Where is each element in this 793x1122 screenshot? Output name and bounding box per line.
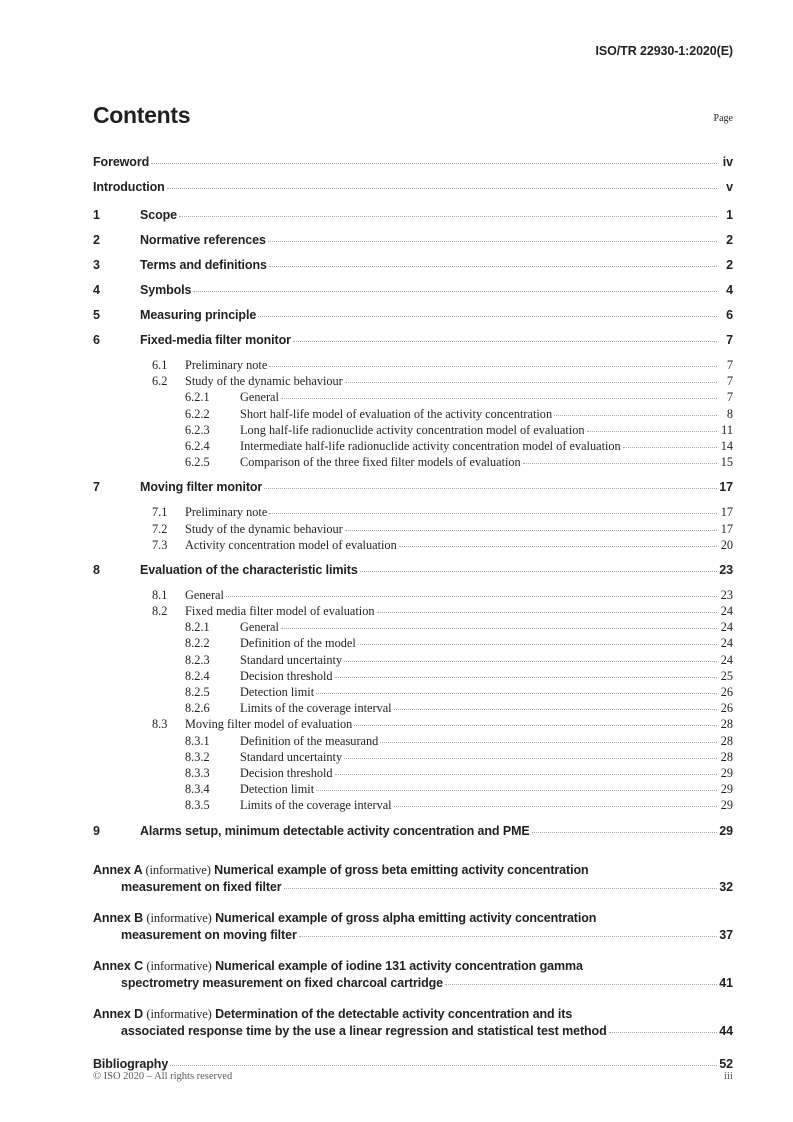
toc-number: 8.3.1: [185, 733, 210, 748]
toc-number: 6: [93, 333, 100, 347]
toc-number: 6.1: [152, 358, 168, 372]
toc-title: Detection limit: [240, 685, 315, 699]
toc-title: Decision threshold: [240, 765, 333, 780]
toc-title-wrap: [140, 563, 718, 577]
toc-entry-introduction[interactable]: [93, 180, 733, 205]
toc-entry-6[interactable]: [93, 333, 733, 358]
toc-title: Symbols: [140, 283, 192, 297]
toc-title: Moving filter monitor: [140, 480, 263, 495]
toc-title: Short half-life model of evaluation of the activity concentration: [240, 406, 553, 421]
annex-informative-tag: (informative): [146, 958, 212, 973]
toc-title: Detection limit: [240, 782, 315, 797]
toc-page-number: 29: [720, 765, 733, 780]
toc-title-wrap: [240, 455, 718, 470]
toc-title: Normative references: [140, 233, 266, 247]
annex-heading-line: [93, 958, 733, 976]
dot-leader: [284, 888, 717, 889]
annex-title-line1: Numerical example of gross alpha emitting activity concentration: [215, 910, 597, 925]
toc-title-wrap: [240, 407, 718, 422]
toc-title-wrap: [185, 505, 718, 520]
toc-title-wrap: [185, 604, 718, 619]
toc-title: Measuring principle: [140, 308, 257, 322]
toc-title-wrap: [240, 734, 718, 749]
annex-heading-line: [93, 910, 733, 928]
toc-entry-8-3-2[interactable]: [93, 750, 733, 766]
toc-page-number: 24: [720, 636, 733, 651]
annex-second-line: [93, 975, 733, 993]
toc-number: 6.2.5: [185, 455, 210, 470]
dot-leader: [445, 984, 717, 985]
annex-second-line: [93, 879, 733, 897]
toc-title-wrap: [240, 439, 718, 454]
dot-leader: [167, 188, 717, 189]
toc-entry-annex-b[interactable]: [93, 910, 733, 945]
toc-page-number: 28: [720, 749, 733, 764]
toc-title: Bibliography: [93, 1056, 169, 1071]
toc-title: Preliminary note: [185, 358, 268, 372]
toc-number: 7: [93, 480, 100, 495]
toc-title-wrap: [240, 766, 718, 781]
dot-leader: [316, 790, 717, 791]
toc-title-wrap: [240, 653, 718, 668]
toc-page-number: 24: [720, 620, 733, 635]
toc-entry-annex-d[interactable]: [93, 1006, 733, 1041]
toc-title: Limits of the coverage interval: [240, 798, 392, 813]
toc-number: 8.3.2: [185, 749, 210, 764]
dot-leader: [377, 612, 717, 613]
toc-number: 8.2.3: [185, 652, 210, 667]
toc-entry-8-2-4[interactable]: [93, 669, 733, 685]
page-title: Contents: [93, 102, 191, 128]
dot-leader: [281, 398, 717, 399]
toc-page-number: 25: [720, 668, 733, 683]
annex-title-line1: Determination of the detectable activity concentration and its: [215, 1006, 573, 1021]
toc-entry-5[interactable]: [93, 308, 733, 333]
toc-title-wrap: [140, 233, 718, 247]
toc-title-wrap: [240, 798, 718, 813]
toc-entry-6-2-3[interactable]: [93, 423, 733, 439]
dot-leader: [258, 316, 717, 317]
toc-page-number: 29: [720, 798, 733, 813]
toc-page-number: 11: [721, 422, 733, 437]
toc-title-wrap: [93, 155, 718, 169]
dot-leader: [281, 628, 717, 629]
toc-number: 8.2.4: [185, 668, 210, 683]
toc-title: Fixed-media filter monitor: [140, 333, 291, 347]
dot-leader: [523, 463, 717, 464]
toc-title: Foreword: [93, 155, 150, 169]
dot-leader: [609, 1032, 717, 1033]
toc-page-number: 20: [720, 537, 733, 552]
toc-page-number: 37: [719, 928, 733, 942]
annex-title-line2: spectrometry measurement on fixed charcoal cartridge: [121, 976, 444, 990]
dot-leader: [345, 382, 717, 383]
dot-leader: [316, 693, 717, 694]
toc-page-number: 28: [720, 717, 733, 732]
toc-number: 7.1: [152, 505, 168, 520]
toc-page-number: 7: [726, 358, 733, 372]
annex-label: Annex A: [93, 862, 143, 877]
toc-number: 8.3.3: [185, 765, 210, 780]
toc-entry-3[interactable]: [93, 258, 733, 283]
toc-entry-8-3-3[interactable]: [93, 766, 733, 782]
toc-title: Standard uncertainty: [240, 652, 343, 667]
dot-leader: [299, 936, 717, 937]
toc-title: Fixed media filter model of evaluation: [185, 604, 375, 619]
toc-title-wrap: [240, 750, 718, 765]
toc-page-number: 15: [720, 455, 733, 470]
toc-page-number: 8: [726, 406, 733, 421]
toc-title-wrap: [240, 685, 718, 700]
toc-entry-2[interactable]: [93, 233, 733, 258]
toc-title-wrap: [140, 308, 718, 322]
toc-entry-8[interactable]: [93, 563, 733, 588]
toc-title: Limits of the coverage interval: [240, 701, 392, 716]
annex-heading-line: [93, 1006, 733, 1024]
dot-leader: [380, 742, 717, 743]
toc-title-wrap: [240, 669, 718, 684]
toc-number: 8.2.6: [185, 701, 210, 716]
toc-page-number: 2: [726, 258, 733, 272]
toc-title: Standard uncertainty: [240, 749, 343, 764]
toc-entry-6-2[interactable]: [93, 374, 733, 390]
dot-leader: [344, 661, 717, 662]
toc-entry-8-1[interactable]: [93, 588, 733, 604]
toc-title: Decision threshold: [240, 668, 333, 683]
annex-second-line: [93, 1023, 733, 1041]
toc-page-number: 26: [720, 685, 733, 699]
dot-leader: [399, 546, 717, 547]
toc-page-number: 32: [719, 880, 733, 894]
toc-entry-bibliography[interactable]: [93, 1057, 733, 1071]
toc-title-wrap: [185, 588, 718, 603]
toc-entry-7-3[interactable]: [93, 538, 733, 554]
dot-leader: [344, 758, 717, 759]
footer-page-number: iii: [723, 1070, 733, 1082]
toc-page-number: 2: [726, 233, 733, 247]
toc-title-wrap: [140, 258, 718, 272]
copyright-notice: © ISO 2020 – All rights reserved: [93, 1071, 233, 1082]
dot-leader: [354, 725, 717, 726]
toc-number: 6.2.3: [185, 422, 210, 437]
toc-page-number: 14: [720, 438, 733, 453]
toc-entry-7[interactable]: [93, 480, 733, 505]
toc-entry-8-2-6[interactable]: [93, 701, 733, 717]
toc-entry-8-2-5[interactable]: [93, 685, 733, 701]
toc-title: General: [240, 620, 279, 635]
toc-title-wrap: [140, 333, 718, 347]
toc-page-number: 23: [720, 587, 733, 602]
toc-number: 5: [93, 308, 100, 322]
toc-entry-foreword[interactable]: [93, 155, 733, 180]
toc-number: 4: [93, 283, 100, 297]
toc-title: Terms and definitions: [140, 258, 267, 272]
toc-title: Definition of the model: [240, 636, 356, 651]
annex-title-line2: measurement on fixed filter: [121, 880, 282, 894]
annex-informative-tag: (informative): [146, 910, 212, 925]
toc-title: Comparison of the three fixed filter models of evaluation: [240, 455, 521, 470]
toc-entry-6-2-2[interactable]: [93, 407, 733, 423]
dot-leader: [360, 571, 717, 572]
toc-title: Introduction: [93, 180, 165, 194]
toc-page-number: 24: [720, 604, 733, 619]
toc-entry-8-2[interactable]: [93, 604, 733, 620]
toc-title: Scope: [140, 208, 178, 222]
toc-title: Evaluation of the characteristic limits: [140, 562, 358, 577]
toc-number: 8.3.4: [185, 782, 210, 797]
toc-page-number: 6: [726, 308, 733, 322]
toc-title: General: [185, 587, 224, 602]
toc-page-number: 7: [726, 390, 733, 405]
dot-leader: [587, 431, 717, 432]
toc-title-wrap: [140, 208, 718, 222]
toc-title: Definition of the measurand: [240, 733, 379, 748]
dot-leader: [293, 341, 717, 342]
toc-number: 8.3: [152, 717, 168, 732]
toc-page-number: 17: [719, 480, 733, 495]
toc-title: Moving filter model of evaluation: [185, 717, 353, 732]
dot-leader: [335, 677, 717, 678]
toc-entry-6-1[interactable]: [93, 358, 733, 374]
toc-page-number: 17: [720, 505, 733, 520]
toc-title: General: [240, 390, 279, 405]
dot-leader: [358, 644, 717, 645]
annex-second-line: [93, 927, 733, 945]
toc-number: 1: [93, 208, 100, 222]
toc-number: 8: [93, 562, 100, 577]
toc-title-wrap: [93, 180, 718, 194]
toc-number: 6.2.2: [185, 406, 210, 421]
toc-entry-annex-a[interactable]: [93, 862, 733, 897]
dot-leader: [335, 774, 717, 775]
toc-number: 2: [93, 233, 100, 247]
toc-number: 3: [93, 258, 100, 272]
dot-leader: [193, 291, 717, 292]
dot-leader: [623, 447, 717, 448]
toc-title-wrap: [140, 283, 718, 297]
toc-page-number: 52: [719, 1056, 733, 1071]
toc-number: 8.2.1: [185, 620, 210, 635]
toc-title-wrap: [185, 358, 718, 373]
toc-title-wrap: [240, 701, 718, 716]
toc-entry-8-3[interactable]: [93, 717, 733, 733]
toc-entry-8-3-4[interactable]: [93, 782, 733, 798]
annex-title-line1: Numerical example of iodine 131 activity concentration gamma: [215, 958, 583, 973]
dot-leader: [269, 513, 717, 514]
toc-number: 8.2: [152, 604, 168, 619]
toc-number: 8.2.2: [185, 636, 210, 651]
toc-page-number: iv: [722, 155, 733, 169]
toc-page-number: 4: [726, 283, 733, 297]
toc-title-wrap: [240, 423, 718, 438]
page-footer: [93, 1070, 733, 1082]
toc-title: Activity concentration model of evaluation: [185, 537, 397, 552]
toc-page-number: 7: [726, 333, 733, 347]
toc-title-wrap: [185, 522, 718, 537]
annex-title-line2: measurement on moving filter: [121, 928, 297, 942]
toc-title-wrap: [240, 390, 718, 405]
annex-label: Annex D: [93, 1006, 144, 1021]
dot-leader: [179, 216, 717, 217]
toc-page-number: 29: [720, 782, 733, 797]
toc-page-number: 1: [726, 208, 733, 222]
annex-informative-tag: (informative): [145, 862, 211, 877]
page-column-label: Page: [713, 113, 733, 124]
toc-number: 8.3.5: [185, 798, 210, 813]
toc-entry-8-3-5[interactable]: [93, 798, 733, 814]
toc-page-number: 26: [720, 701, 733, 716]
toc-title-wrap: [140, 824, 718, 838]
toc-page-number: 28: [720, 733, 733, 748]
contents-header-row: [93, 104, 733, 127]
dot-leader: [269, 266, 717, 267]
annex-title-line1: Numerical example of gross beta emitting activity concentration: [214, 862, 589, 877]
toc-page-number: 7: [726, 374, 733, 389]
toc-title: Study of the dynamic behaviour: [185, 374, 343, 389]
toc-entry-8-2-3[interactable]: [93, 653, 733, 669]
toc-page-number: 17: [720, 521, 733, 536]
dot-leader: [345, 530, 717, 531]
toc-title: Long half-life radionuclide activity concentration model of evaluation: [240, 422, 585, 437]
toc-number: 7.3: [152, 537, 168, 552]
toc-title: Preliminary note: [185, 505, 268, 520]
toc-number: 8.2.5: [185, 685, 210, 699]
toc-number: 6.2.4: [185, 438, 210, 453]
toc-title-wrap: [240, 620, 718, 635]
annex-heading-line: [93, 862, 733, 880]
toc-page-number: 44: [719, 1024, 733, 1038]
toc-page-number: 23: [719, 562, 733, 577]
toc-number: 6.2.1: [185, 390, 210, 405]
annex-informative-tag: (informative): [146, 1006, 212, 1021]
toc-entry-7-1[interactable]: [93, 505, 733, 521]
toc-title-wrap: [240, 636, 718, 651]
annex-label: Annex B: [93, 910, 144, 925]
toc-entry-6-2-5[interactable]: [93, 455, 733, 471]
toc-title-wrap: [240, 782, 718, 797]
toc-number: 8.1: [152, 587, 168, 602]
toc-number: 9: [93, 823, 100, 838]
dot-leader: [268, 241, 717, 242]
toc-title: Intermediate half-life radionuclide activity concentration model of evaluation: [240, 438, 621, 453]
toc-entry-1[interactable]: [93, 208, 733, 233]
dot-leader: [554, 415, 717, 416]
toc-title: Study of the dynamic behaviour: [185, 521, 343, 536]
dot-leader: [394, 709, 717, 710]
dot-leader: [151, 163, 717, 164]
toc-entry-8-2-1[interactable]: [93, 620, 733, 636]
toc-entry-9[interactable]: [93, 824, 733, 849]
toc-entry-7-2[interactable]: [93, 522, 733, 538]
toc-title-wrap: [140, 480, 718, 494]
annex-label: Annex C: [93, 958, 144, 973]
dot-leader: [226, 596, 717, 597]
toc-title-wrap: [185, 538, 718, 553]
toc-entry-6-2-4[interactable]: [93, 439, 733, 455]
dot-leader: [394, 806, 717, 807]
table-of-contents: [93, 155, 733, 1071]
toc-page-number: 29: [719, 823, 733, 838]
toc-page-number: v: [726, 180, 733, 194]
dot-leader: [264, 488, 717, 489]
toc-number: 6.2: [152, 374, 168, 389]
dot-leader: [269, 366, 717, 367]
toc-title: Alarms setup, minimum detectable activity concentration and PME: [140, 823, 530, 838]
toc-entry-8-3-1[interactable]: [93, 734, 733, 750]
annex-title-line2: associated response time by the use a linear regression and statistical test method: [121, 1024, 607, 1038]
document-identifier: ISO/TR 22930-1:2020(E): [595, 44, 733, 58]
toc-entry-8-2-2[interactable]: [93, 636, 733, 652]
toc-entry-annex-c[interactable]: [93, 958, 733, 993]
toc-entry-6-2-1[interactable]: [93, 390, 733, 406]
toc-page-number: 24: [720, 652, 733, 667]
toc-page-number: 41: [719, 976, 733, 990]
toc-title-wrap: [185, 374, 718, 389]
toc-title-wrap: [185, 717, 718, 732]
toc-entry-4[interactable]: [93, 283, 733, 308]
dot-leader: [170, 1065, 717, 1066]
toc-number: 7.2: [152, 521, 168, 536]
dot-leader: [532, 832, 717, 833]
